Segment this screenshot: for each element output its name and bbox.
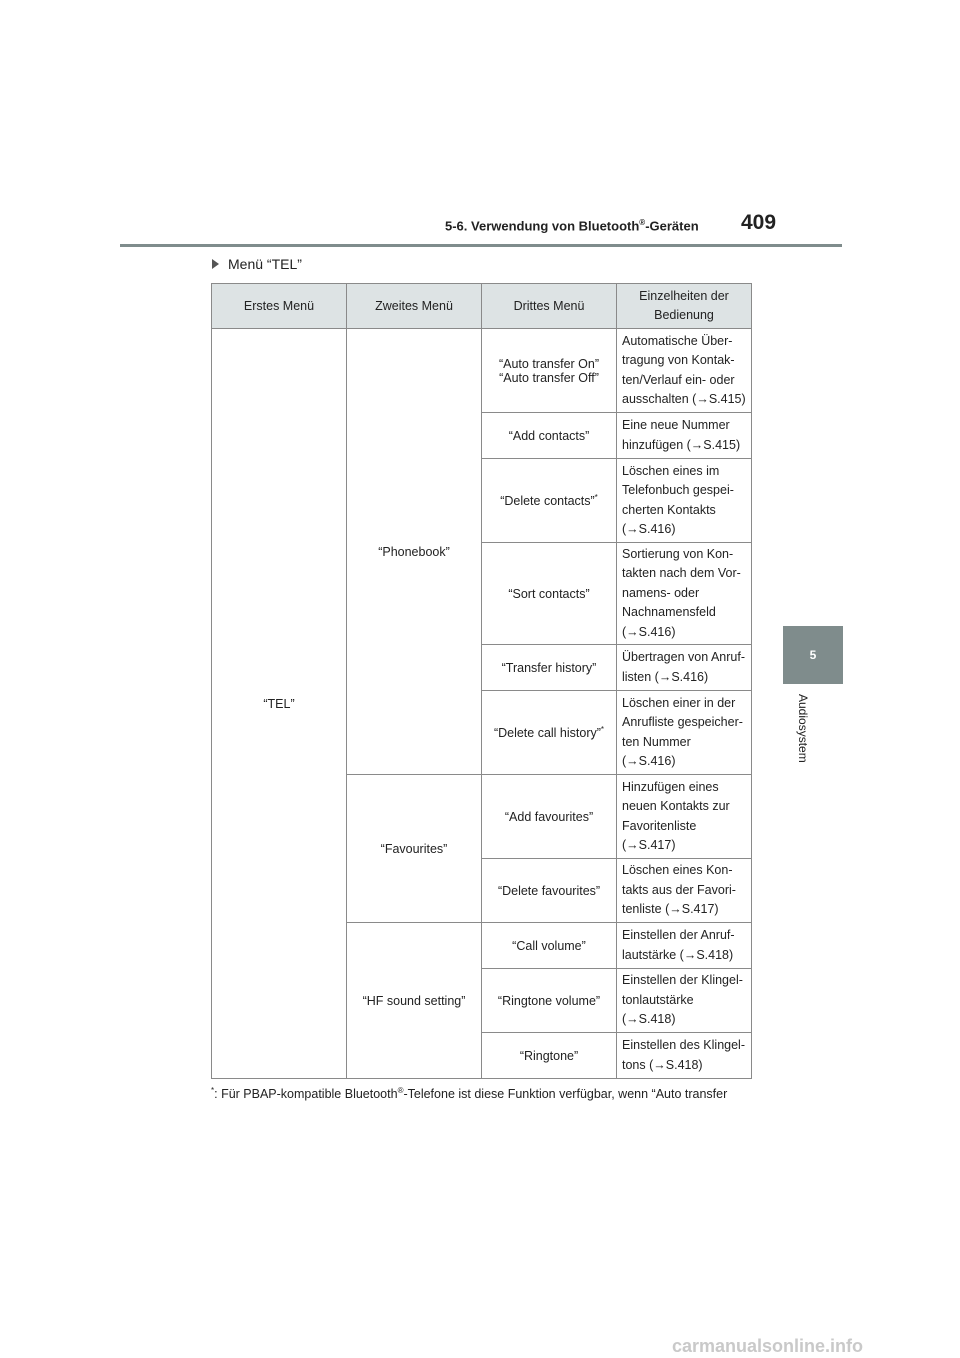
header-title-suffix: -Geräten	[645, 218, 699, 234]
tel-menu-table	[211, 283, 752, 1079]
third-menu-cell: “Sort contacts”	[482, 543, 617, 645]
page-number: 409	[741, 211, 777, 234]
details-cell: Löschen eines im Telefonbuch gespei-cherten Kontakts (→S.416)	[617, 459, 752, 543]
details-cell: Automatische Über-tragung von Kontak-ten/Verlauf ein- oder ausschalten (→S.415)	[617, 329, 752, 413]
details-cell: Löschen einer in der Anrufliste gespeicher-ten Nummer (→S.416)	[617, 691, 752, 775]
details-cell: Einstellen der Klingel-tonlautstärke (→S.418)	[617, 969, 752, 1033]
third-menu-cell: “Ringtone”	[482, 1033, 617, 1079]
details-cell: Sortierung von Kon-takten nach dem Vor-namens- oder Nachnamensfeld (→S.416)	[617, 543, 752, 645]
third-menu-cell: “Transfer history”	[482, 645, 617, 691]
second-menu-cell: “HF sound setting”	[347, 923, 482, 1079]
third-menu-text: “Delete call history”	[493, 726, 601, 741]
third-menu-text: “Auto transfer On” “Auto transfer Off”	[498, 356, 600, 385]
footnote	[211, 1086, 727, 1101]
third-menu-cell: “Add favourites”	[482, 775, 617, 859]
table-header-row	[212, 284, 752, 329]
details-cell: Eine neue Nummer hinzufügen (→S.415)	[617, 413, 752, 459]
header-third-menu: Drittes Menü	[482, 284, 617, 329]
details-cell: Übertragen von Anruf-listen (→S.416)	[617, 645, 752, 691]
registered-mark: ®	[639, 218, 646, 227]
asterisk-marker: *	[594, 492, 598, 502]
third-menu-cell: “Call volume”	[482, 923, 617, 969]
header-first-menu: Erstes Menü	[212, 284, 347, 329]
section-heading	[212, 256, 302, 272]
header-second-menu: Zweites Menü	[347, 284, 482, 329]
footnote-marker: *	[211, 1086, 215, 1095]
details-cell: Einstellen des Klingel-tons (→S.418)	[617, 1033, 752, 1079]
triangle-right-icon	[212, 259, 219, 269]
asterisk-marker: *	[600, 724, 605, 734]
registered-mark: ®	[397, 1086, 404, 1095]
page-header-title	[445, 218, 699, 233]
third-menu-cell: “Ringtone volume”	[482, 969, 617, 1033]
footnote-text-end: -Telefone ist diese Funktion verfügbar, wenn “Auto transfer	[403, 1087, 728, 1102]
section-heading-text: Menü “TEL”	[228, 256, 302, 272]
header-divider	[120, 244, 842, 247]
header-title-prefix: 5-6. Verwendung von Bluetooth	[445, 218, 640, 234]
chapter-label: Audiosystem	[796, 694, 810, 763]
details-cell: Einstellen der Anruf-lautstärke (→S.418)	[617, 923, 752, 969]
third-menu-cell	[482, 459, 617, 543]
second-menu-cell: “Favourites”	[347, 775, 482, 923]
third-menu-cell: “Delete favourites”	[482, 859, 617, 923]
third-menu-text: “Delete contacts”	[500, 494, 595, 509]
header-details: Einzelheiten der Bedienung	[617, 284, 752, 329]
first-menu-cell: “TEL”	[212, 329, 347, 1079]
details-cell: Löschen eines Kon-takts aus der Favori-tenliste (→S.417)	[617, 859, 752, 923]
third-menu-cell	[482, 329, 617, 413]
footnote-text-start: : Für PBAP-kompatible Bluetooth	[214, 1087, 398, 1102]
third-menu-cell	[482, 691, 617, 775]
chapter-tab: 5	[783, 626, 843, 684]
watermark: carmanualsonline.info	[672, 1336, 864, 1356]
second-menu-cell: “Phonebook”	[347, 329, 482, 775]
third-menu-cell: “Add contacts”	[482, 413, 617, 459]
details-cell: Hinzufügen eines neuen Kontakts zur Favoritenliste (→S.417)	[617, 775, 752, 859]
table-row	[212, 329, 752, 413]
